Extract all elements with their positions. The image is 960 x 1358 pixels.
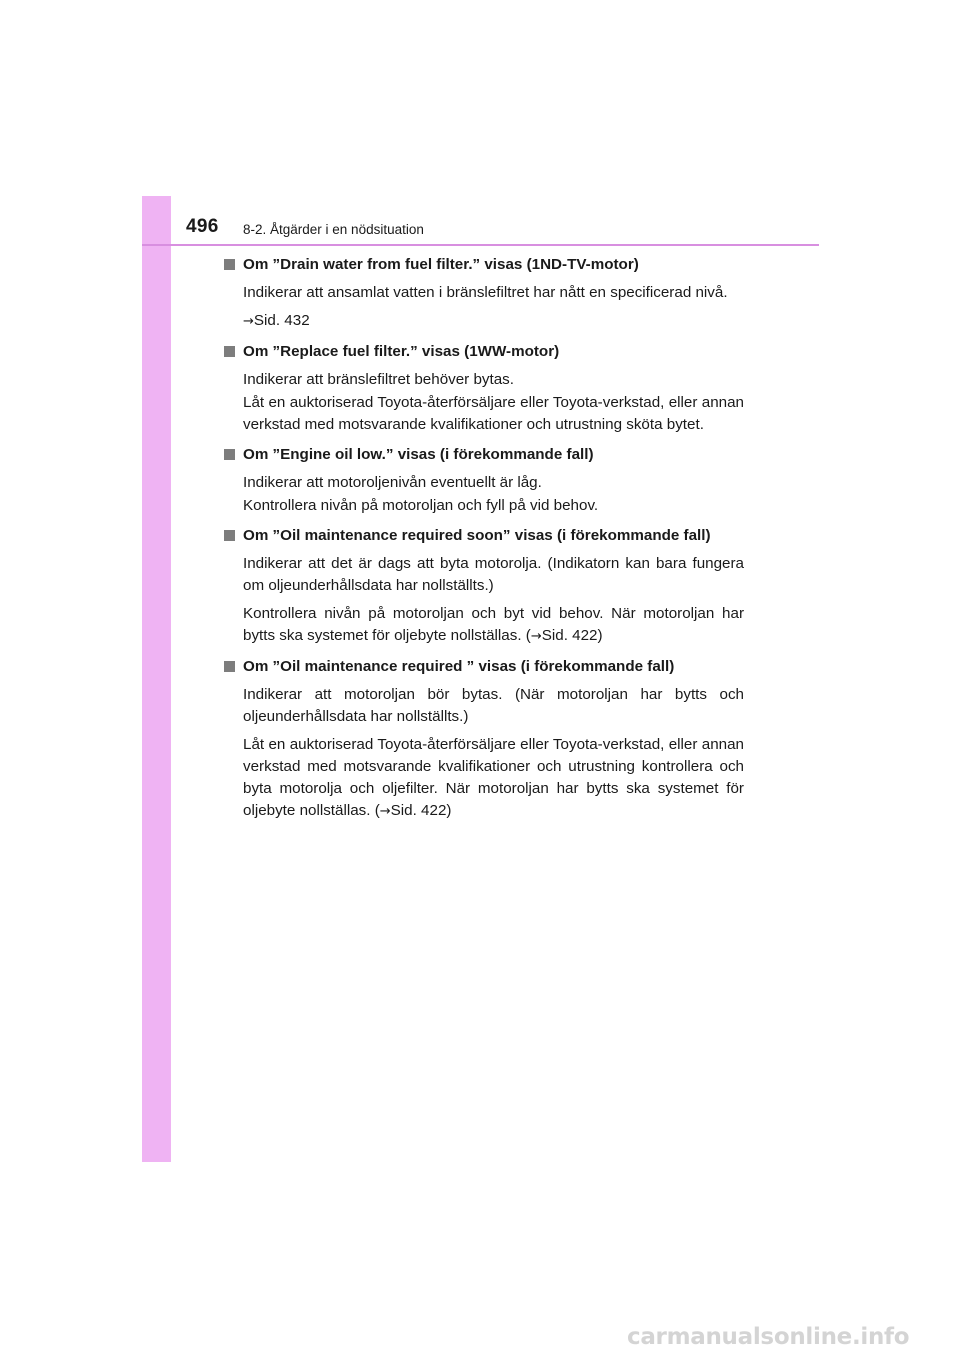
item-paragraph: Låt en auktoriserad Toyota-återförsäljare eller Toyota-verkstad, eller annan verkstad med motsvarande kvalifikationer och utrustning sköta bytet. [243, 394, 744, 433]
item-heading [224, 443, 744, 466]
page-reference-link[interactable]: Sid. 432 [253, 312, 310, 329]
page-number: 496 [186, 216, 219, 237]
page-reference-link[interactable]: Sid. 422) [541, 627, 603, 644]
item-heading-text: Om ”Engine oil low.” visas (i förekommande fall) [243, 446, 594, 463]
section-tab-band [142, 196, 171, 1162]
header-divider [142, 244, 819, 246]
item-heading-text: Om ”Oil maintenance required ” visas (i förekommande fall) [243, 658, 675, 675]
item-paragraph: Indikerar att ansamlat vatten i bränslefiltret har nått en specificerad nivå. [243, 284, 728, 301]
item-paragraph: Indikerar att det är dags att byta motorolja. (Indikatorn kan bara fungera om oljeunderhållsdata har nollställts.) [243, 555, 744, 594]
item-heading [224, 253, 744, 276]
item-heading [224, 340, 744, 363]
item-paragraph: Indikerar att bränslefiltret behöver bytas. [243, 371, 514, 388]
square-bullet-icon [224, 346, 235, 357]
arrow-right-icon: → [243, 314, 254, 329]
square-bullet-icon [224, 259, 235, 270]
item-paragraph: Indikerar att motoroljenivån eventuellt är låg. [243, 474, 542, 491]
page-reference [224, 310, 744, 333]
item-heading [224, 655, 744, 678]
square-bullet-icon [224, 661, 235, 672]
square-bullet-icon [224, 530, 235, 541]
square-bullet-icon [224, 449, 235, 460]
item-heading-text: Om ”Replace fuel filter.” visas (1WW-motor) [243, 343, 560, 360]
arrow-right-icon: → [379, 804, 391, 819]
item-paragraph [224, 734, 744, 823]
item-heading [224, 524, 744, 547]
item-paragraph: Kontrollera nivån på motoroljan och fyll på vid behov. [243, 497, 599, 514]
item-heading-text: Om ”Oil maintenance required soon” visas (i förekommande fall) [243, 527, 711, 544]
item-paragraph-text: Kontrollera nivån på motoroljan och byt vid behov. När motoroljan har bytts ska systemet för oljebyte nollställas. ( [243, 605, 744, 644]
page-reference-link[interactable]: Sid. 422) [390, 802, 452, 819]
page-content [224, 253, 744, 823]
item-paragraph: Indikerar att motoroljan bör bytas. (När motoroljan har bytts och oljeunderhållsdata har nollställts.) [243, 686, 744, 725]
item-paragraph [224, 603, 744, 648]
site-watermark: carmanualsonline.info [627, 1324, 910, 1350]
item-paragraph-text: Låt en auktoriserad Toyota-återförsäljare eller Toyota-verkstad, eller annan verkstad med motsvarande kvalifikationer och utrustning kontrollera och byta motorolja och oljefilter. När motoroljan har bytts ska systemet för oljebyte nollställas. ( [243, 736, 744, 819]
section-title: 8-2. Åtgärder i en nödsituation [243, 222, 424, 237]
item-heading-text: Om ”Drain water from fuel filter.” visas (1ND-TV-motor) [243, 256, 639, 273]
arrow-right-icon: → [530, 629, 542, 644]
